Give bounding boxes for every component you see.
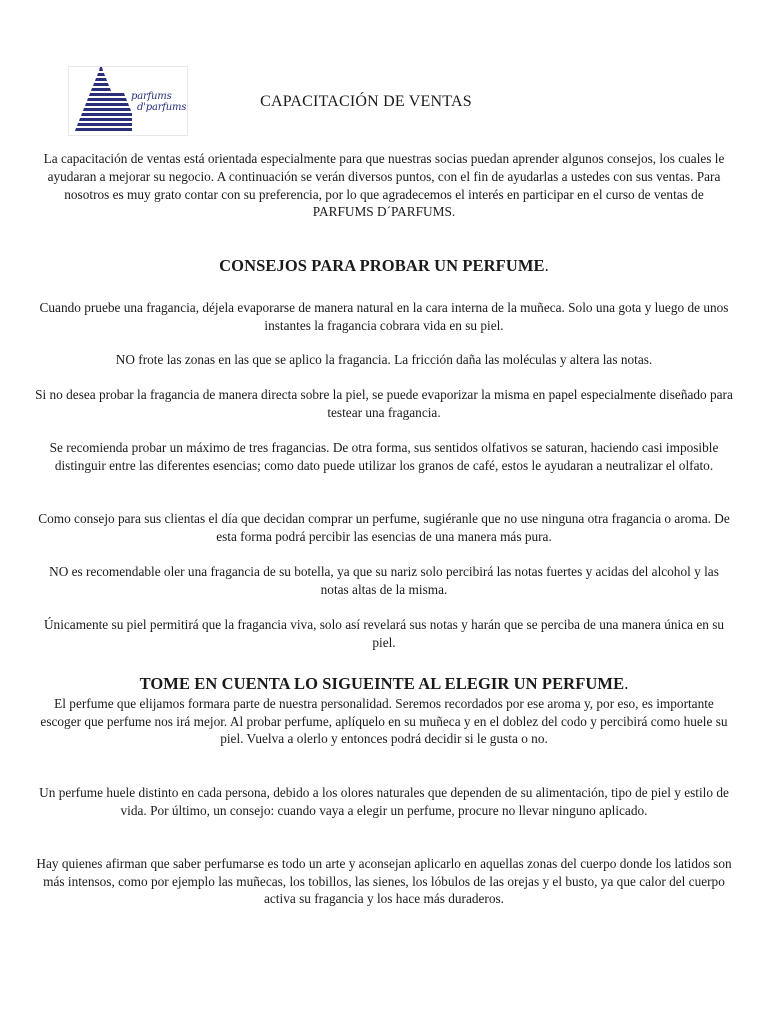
document-title: CAPACITACIÓN DE VENTAS (260, 93, 472, 110)
section-1-heading-text: CONSEJOS PARA PROBAR UN PERFUME (219, 256, 545, 275)
section-1-paragraph: Como consejo para sus clientas el día que decidan comprar un perfume, sugiéranle que no use ninguna otra fragancia o aroma. De esta forma podrá percibir las esencias de una manera más pura. (38, 511, 730, 544)
section-1-paragraph: Si no desea probar la fragancia de manera directa sobre la piel, se puede evaporizar la misma en papel especialmente diseñado para testear una fragancia. (35, 387, 733, 420)
section-2-paragraph: El perfume que elijamos formara parte de nuestra personalidad. Seremos recordados por ese aroma y, por eso, es importante escoger que perfume nos irá mejor. Al probar perfume, aplíquelo en su muñeca y en el doblez del codo y percibirá como huele su piel. Vuelva a olerlo y entonces podrá decidir si le gusta o no. (40, 696, 728, 747)
section-2-paragraph: Un perfume huele distinto en cada persona, debido a los olores naturales que dependen de su alimentación, tipo de piel y estilo de vida. Por último, un consejo: cuando vaya a elegir un perfume, procure no llevar ninguno aplicado. (39, 785, 729, 818)
logo-wordmark (131, 91, 186, 113)
brand-logo (68, 66, 188, 136)
section-1-heading-dot: . (544, 256, 549, 275)
section-1-paragraph: NO frote las zonas en las que se aplico la fragancia. La fricción daña las moléculas y altera las notas. (115, 352, 653, 367)
section-2-heading-text: TOME EN CUENTA LO SIGUEINTE AL ELEGIR UN PERFUME (139, 674, 625, 693)
section-2-heading (40, 674, 728, 694)
section-1-paragraph: Cuando pruebe una fragancia, déjela evaporarse de manera natural en la cara interna de la muñeca. Solo una gota y luego de unos instantes la fragancia cobrara vida en su piel. (39, 300, 729, 333)
logo-line-1: parfums (131, 91, 172, 102)
section-1-paragraph: Se recomienda probar un máximo de tres fragancias. De otra forma, sus sentidos olfativos se saturan, haciendo casi imposible distinguir entre las diferentes esencias; como dato puede utilizar los granos de café, estos le ayudaran a neutralizar el olfato. (49, 440, 719, 473)
logo-line-2: d'parfums (137, 102, 187, 113)
section-1-paragraph: NO es recomendable oler una fragancia de su botella, ya que su nariz solo percibirá las notas fuertes y acidas del alcohol y las notas altas de la misma. (49, 564, 719, 597)
section-2-paragraph: Hay quienes afirman que saber perfumarse es todo un arte y aconsejan aplicarlo en aquellas zonas del cuerpo donde los latidos son más intensos, como por ejemplo las muñecas, los tobillos, las sienes, los lóbulos de las orejas y el busto, ya que calor del cuerpo activa su fragancia y los hace más duraderos. (36, 856, 732, 907)
section-1-paragraph: Únicamente su piel permitirá que la fragancia viva, solo así revelará sus notas y harán que se perciba de una manera única en su piel. (43, 617, 725, 650)
section-1-heading (40, 256, 728, 276)
intro-paragraph: La capacitación de ventas está orientada especialmente para que nuestras socias puedan aprender algunos consejos, los cuales le ayudaran a mejorar su negocio. A continuación se verán diversos puntos, con el fin de ayudarlas a ustedes con sus ventas. Para nosotros es muy grato contar con su preferencia, por lo que agradecemos el interés en participar en el curso de ventas de PARFUMS D´PARFUMS. (43, 151, 725, 220)
section-2-heading-dot: . (624, 674, 629, 693)
